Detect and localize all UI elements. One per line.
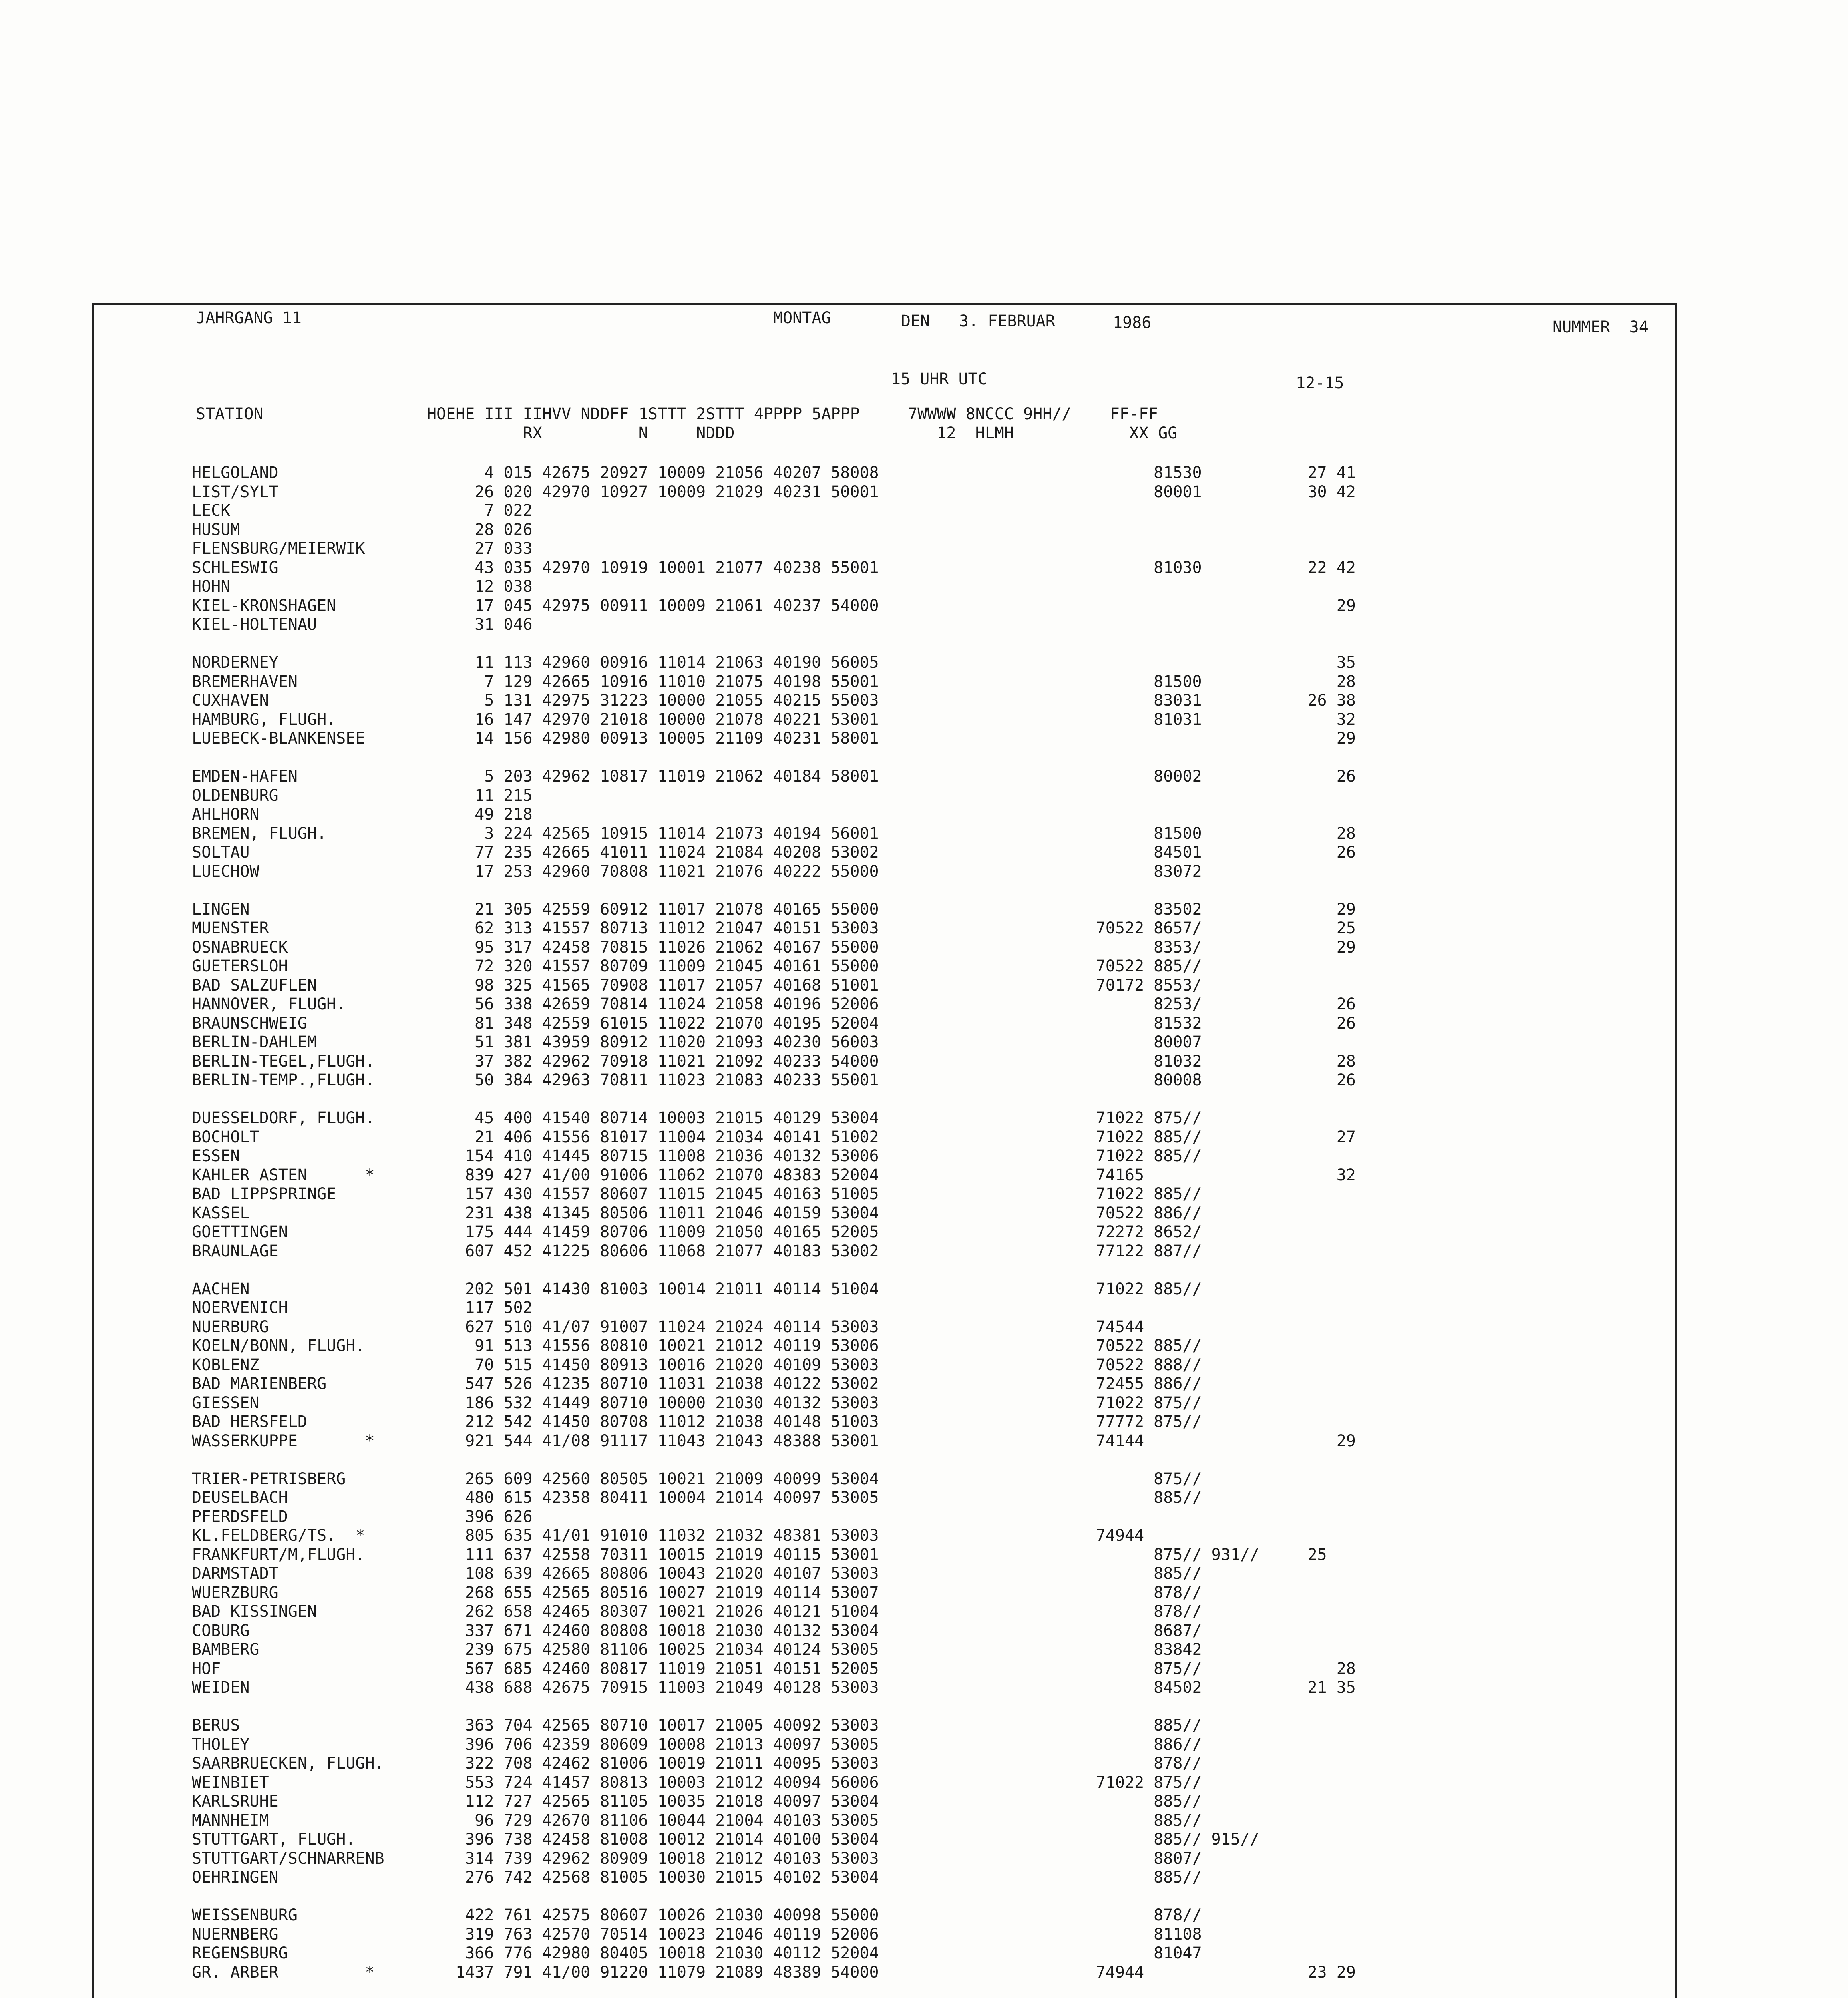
- column-headers-line2: RX N NDDD 12 HLMH XX GG: [196, 424, 1178, 442]
- time-range: 12-15: [1296, 374, 1344, 392]
- year: 1986: [1113, 314, 1152, 332]
- date: 3. FEBRUAR: [959, 312, 1055, 330]
- jahrgang: JAHRGANG 11: [196, 309, 302, 327]
- observation-time: 15 UHR UTC: [891, 370, 987, 388]
- station-names: HELGOLAND LIST/SYLT LECK HUSUM FLENSBURG/MEIERWIK SCHLESWIG HOHN KIEL-KRONSHAGEN KIEL-HOLTENAU NORDERNEY BREMERHAVEN CUXHAVEN HAMBURG, FLUGH. LUEBECK-BLANKENSEE EMDEN-HAFEN OLDENBURG AHLHORN BREMEN, FLUGH. SOLTAU LUECHOW LINGEN MUENSTER OSNABRUECK GUETERSLOH BAD SALZUFLEN HANNOVER, FLUGH. BRAUNSCHWEIG BERLIN-DAHLEM BERLIN-TEGEL,FLUGH. BERLIN-TEMP.,FLUGH. DUESSELDORF, FLUGH. BOCHOLT ESSEN KAHLER ASTEN * BAD LIPPSPRINGE KASSEL GOETTINGEN BRAUNLAGE AACHEN NOERVENICH NUERBURG KOELN/BONN, FLUGH. KOBLENZ BAD MARIENBERG GIESSEN BAD HERSFELD WASSERKUPPE * TRIER-PETRISBERG DEUSELBACH PFERDSFELD KL.FELDBERG/TS. * FRANKFURT/M,FLUGH. DARMSTADT WUERZBURG BAD KISSINGEN COBURG BAMBERG HOF WEIDEN BERUS THOLEY SAARBRUECKEN, FLUGH. WEINBIET KARLSRUHE MANNHEIM STUTTGART, FLUGH. STUTTGART/SCHNARRENB OEHRINGEN WEISSENBURG NUERNBERG REGENSBURG GR. ARBER *: [192, 464, 384, 1982]
- issue-number: NUMMER 34: [1552, 318, 1649, 336]
- den-label: DEN: [901, 312, 930, 330]
- column-headers-line1: STATION HOEHE III IIHVV NDDFF 1STTT 2STTT 4PPPP 5APPP 7WWWW 8NCCC 9HH// FF-FF: [196, 405, 1158, 423]
- synop-groups: 81530 27 41 80001 30 42 81030 22 42 29 35 81500 28 83031 26 38 81031 32 29 80002 26 81500 28 84501 26 83072 83502 29 70522 8657/ 25 8353/ 29 70522 885// 70172 8553/ 8253/ 26 81532 26 80007 81032 28 80008 26 71022 875// 71022 885// 27 71022 885// 74165 32 71022 885// 70522 886// 72272 8652/ 77122 887// 71022 885// 74544 70522 885// 70522 888// 72455 886// 71022 875// 77772 875// 74144 29 875// 885// 74944 875// 931// 25 885// 878// 878// 8687/ 83842 875// 28 84502 21 35 885// 886// 878// 71022 875// 885// 885// 885// 915// 8807/ 885// 878// 81108 81047 74944 23 29: [1096, 464, 1356, 1982]
- synop-values: 4 015 42675 20927 10009 21056 40207 58008 26 020 42970 10927 10009 21029 40231 50001 7 022 28 026 27 033 43 035 42970 10919 10001 21077 40238 55001 12 038 17 045 42975 00911 10009 21061 40237 54000 31 046 11 113 42960 00916 11014 21063 40190 56005 7 129 42665 10916 11010 21075 40198 55001 5 131 42975 31223 10000 21055 40215 55003 16 147 42970 21018 10000 21078 40221 53001 14 156 42980 00913 10005 21109 40231 58001 5 203 42962 10817 11019 21062 40184 58001 11 215 49 218 3 224 42565 10915 11014 21073 40194 56001 77 235 42665 41011 11024 21084 40208 53002 17 253 42960 70808 11021 21076 40222 55000 21 305 42559 60912 11017 21078 40165 55000 62 313 41557 80713 11012 21047 40151 53003 95 317 42458 70815 11026 21062 40167 55000 72 320 41557 80709 11009 21045 40161 55000 98 325 41565 70908 11017 21057 40168 51001 56 338 42659 70814 11024 21058 40196 52006 81 348 42559 61015 11022 21070 40195 52004 51 381 43959 80912 11020 21093 40230 56003 37 382 42962 70918 11021 21092 40233 54000 50 384 42963 70811 11023 21083 40233 55001 45 400 41540 80714 10003 21015 40129 53004 21 406 41556 81017 11004 21034 40141 51002 154 410 41445 80715 11008 21036 40132 53006 839 427 41/00 91006 11062 21070 48383 52004 157 430 41557 80607 11015 21045 40163 51005 231 438 41345 80506 11011 21046 40159 53004 175 444 41459 80706 11009 21050 40165 52005 607 452 41225 80606 11068 21077 40183 53002 202 501 41430 81003 10014 21011 40114 51004 117 502 627 510 41/07 91007 11024 21024 40114 53003 91 513 41556 80810 10021 21012 40119 53006 70 515 41450 80913 10016 21020 40109 53003 547 526 41235 80710 11031 21038 40122 53002 186 532 41449 80710 10000 21030 40132 53003 212 542 41450 80708 11012 21038 40148 51003 921 544 41/08 91117 11043 21043 48388 53001 265 609 42560 80505 10021 21009 40099 53004 480 615 42358 80411 10004 21014 40097 53005 396 626 805 635 41/01 91010 11032 21032 48381 53003 111 637 42558 70311 10015 21019 40115 53001 108 639 42665 80806 10043 21020 40107 53003 268 655 42565 80516 10027 21019 40114 53007 262 658 42465 80307 10021 21026 40121 51004 337 671 42460 80808 10018 21030 40132 53004 239 675 42580 81106 10025 21034 40124 53005 567 685 42460 80817 11019 21051 40151 52005 438 688 42675 70915 11003 21049 40128 53003 363 704 42565 80710 10017 21005 40092 53003 396 706 42359 80609 10008 21013 40097 53005 322 708 42462 81006 10019 21011 40095 53003 553 724 41457 80813 10003 21012 40094 56006 112 727 42565 81105 10035 21018 40097 53004 96 729 42670 81106 10044 21004 40103 53005 396 738 42458 81008 10012 21014 40100 53004 314 739 42962 80909 10018 21012 40103 53003 276 742 42568 81005 10030 21015 40102 53004 422 761 42575 80607 10026 21030 40098 55000 319 763 42570 70514 10023 21046 40119 52006 366 776 42980 80405 10018 21030 40112 52004 1437 791 41/00 91220 11079 21089 48389 54000: [456, 464, 879, 1982]
- day: MONTAG: [773, 309, 831, 327]
